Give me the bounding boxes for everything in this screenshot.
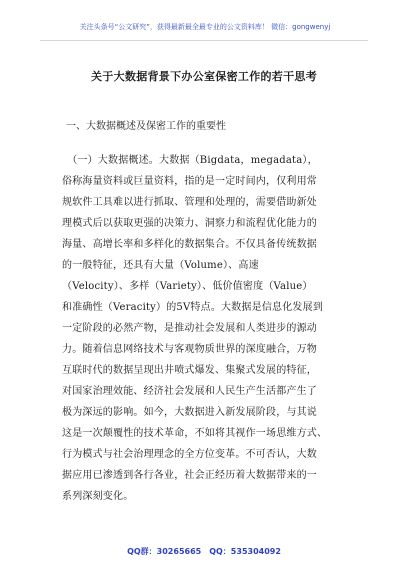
body-line: 极为深远的影响。如今，大数据进入新发展阶段，与其说 (62, 407, 317, 418)
body-line: 行为模式与社会治理理念的全方位变革。不可否认，大数 (62, 449, 317, 460)
body-line: 一定阶段的必然产物，是推动社会发展和人类进步的源动 (62, 323, 317, 334)
header-divider (40, 40, 368, 41)
body-line: 系列深刻变化。 (62, 491, 134, 502)
body-line: 和准确性（Veracity）的5V特点。大数据是信息化发展到 (62, 302, 324, 313)
body-line: 互联时代的数据呈现出井喷式爆发、集聚式发展的特征， (62, 365, 317, 376)
body-line: （一）大数据概述。大数据（Bigdata，megadata）， (62, 155, 318, 166)
footer-contact: QQ群：30265665 QQ：535304092 (127, 547, 281, 556)
header-promo: 关注头条号“公文研究”，获得最新最全最专业的公文资料库！ 微信：gongwenyj (79, 23, 331, 31)
document-title: 关于大数据背景下办公室保密工作的若干思考 (91, 70, 317, 83)
body-line: 海量、高增长率和多样化的数据集合。不仅具备传统数据 (62, 239, 317, 250)
body-line: 俗称海量资料或巨量资料，指的是一定时间内，仅利用常 (62, 176, 317, 187)
body-line: 据应用已渗透到各行各业，社会正经历着大数据带来的一 (62, 470, 317, 481)
body-line: 这是一次颠覆性的技术革命，不如将其视作一场思维方式、 (62, 428, 328, 439)
body-paragraph (62, 150, 350, 507)
body-line: 规软件工具难以进行抓取、管理和处理的，需要借助新处 (62, 197, 317, 208)
body-line: 理模式后以获取更强的决策力、洞察力和流程优化能力的 (62, 218, 317, 229)
body-line: 对国家治理效能、经济社会发展和人民生产生活都产生了 (62, 386, 317, 397)
body-line: 力。随着信息网络技术与客观物质世界的深度融合，万物 (62, 344, 317, 355)
body-line: （Velocity）、多样（Variety）、低价值密度（Value） (62, 281, 313, 292)
section-heading: 一、大数据概述及保密工作的重要性 (66, 121, 226, 132)
body-line: 的一般特征，还具有大量（Volume）、高速 (62, 260, 259, 271)
